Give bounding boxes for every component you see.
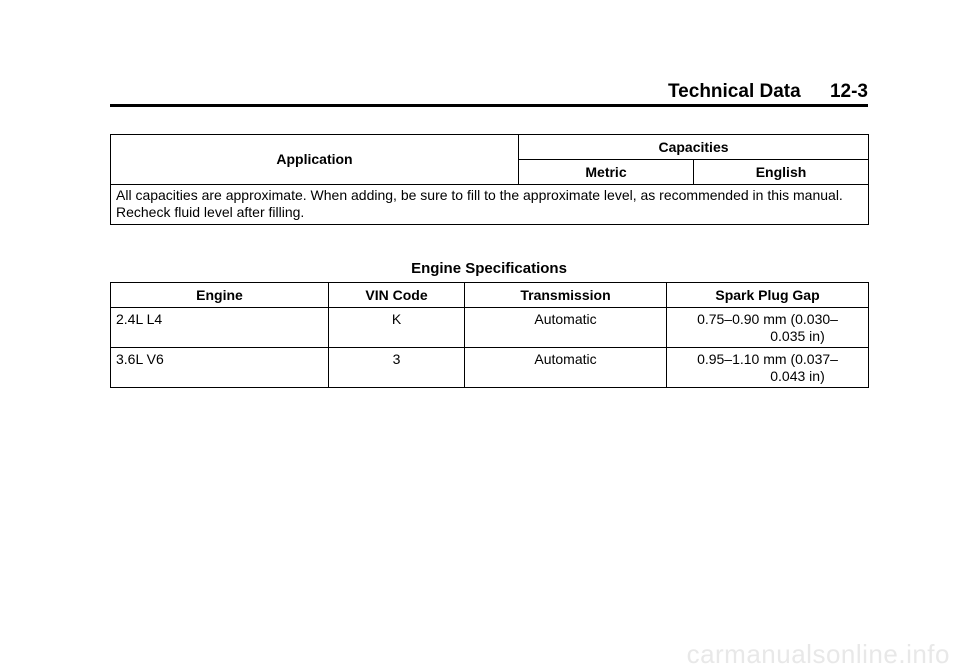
spark-plug-gap-cell (667, 308, 869, 348)
col-header-transmission: Transmission (465, 283, 667, 308)
watermark: carmanualsonline.info (686, 639, 950, 669)
metric-header: Metric (519, 160, 694, 185)
transmission-cell: Automatic (465, 348, 667, 388)
engine-cell: 3.6L V6 (111, 348, 329, 388)
engine-specs-title: Engine Specifications (411, 260, 567, 277)
col-header-spark-plug-gap: Spark Plug Gap (667, 283, 869, 308)
vin-cell: 3 (329, 348, 465, 388)
spark-plug-gap-cell (667, 348, 869, 388)
capacities-header: Capacities (519, 135, 869, 160)
english-header: English (694, 160, 869, 185)
gap-line-1: 0.75–0.90 mm (0.030– (697, 311, 838, 327)
col-header-engine: Engine (111, 283, 329, 308)
gap-line-1: 0.95–1.10 mm (0.037– (697, 351, 838, 367)
capacities-note: All capacities are approximate. When adding, be sure to fill to the approximate level, as recommended in this manual. Recheck fluid level after filling. (111, 185, 869, 225)
section-title: Technical Data (667, 81, 801, 102)
vin-cell: K (329, 308, 465, 348)
table-row (111, 308, 869, 348)
gap-line-2: 0.043 in) (770, 368, 825, 384)
col-header-vin-code: VIN Code (329, 283, 465, 308)
engine-specs-table (110, 282, 869, 388)
transmission-cell: Automatic (465, 308, 667, 348)
page-number: 12-3 (829, 81, 868, 102)
table-row (111, 348, 869, 388)
application-header: Application (111, 135, 519, 185)
engine-cell: 2.4L L4 (111, 308, 329, 348)
page-header (110, 80, 868, 107)
gap-line-2: 0.035 in) (770, 328, 825, 344)
capacities-table (110, 134, 869, 225)
